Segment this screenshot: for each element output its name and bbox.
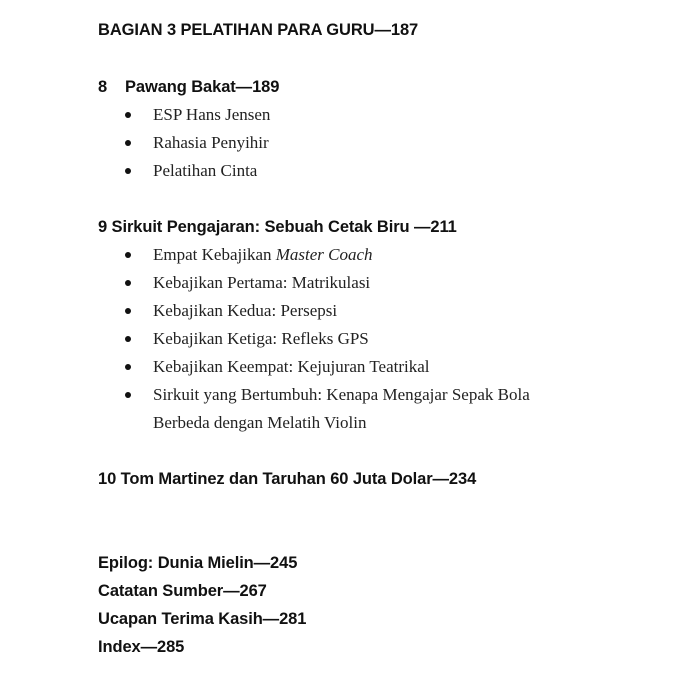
epilog-entry: Epilog: Dunia Mielin—245	[98, 554, 298, 572]
bullet-icon	[125, 168, 131, 174]
bullet-icon	[125, 280, 131, 286]
acknowledgements-entry: Ucapan Terima Kasih—281	[98, 610, 307, 628]
chapter-title: Pawang Bakat—189	[125, 78, 280, 96]
chapter-8-heading	[98, 76, 279, 98]
sources-entry: Catatan Sumber—267	[98, 582, 267, 600]
list-item-continuation: Berbeda dengan Melatih Violin	[153, 413, 367, 432]
list-item: Kebajikan Kedua: Persepsi	[125, 300, 337, 322]
chapter-10-heading: 10 Tom Martinez dan Taruhan 60 Juta Dolar—234	[98, 470, 477, 488]
bullet-icon	[125, 308, 131, 314]
list-item: Sirkuit yang Bertumbuh: Kenapa Mengajar Sepak Bola	[125, 384, 530, 406]
part-heading: BAGIAN 3 PELATIHAN PARA GURU—187	[98, 21, 419, 39]
chapter-number: 8	[98, 78, 108, 96]
list-item: Kebajikan Ketiga: Refleks GPS	[125, 328, 369, 350]
list-item: Kebajikan Keempat: Kejujuran Teatrikal	[125, 356, 430, 378]
bullet-icon	[125, 140, 131, 146]
list-item: ESP Hans Jensen	[125, 104, 270, 126]
bullet-icon	[125, 112, 131, 118]
chapter-9-heading: 9 Sirkuit Pengajaran: Sebuah Cetak Biru —211	[98, 218, 457, 236]
bullet-icon	[125, 252, 131, 258]
list-item: Empat Kebajikan Master Coach	[125, 244, 373, 266]
bullet-icon	[125, 392, 131, 398]
index-entry: Index—285	[98, 638, 185, 656]
bullet-icon	[125, 364, 131, 370]
list-item: Pelatihan Cinta	[125, 160, 257, 182]
list-item: Rahasia Penyihir	[125, 132, 269, 154]
bullet-icon	[125, 336, 131, 342]
list-item: Kebajikan Pertama: Matrikulasi	[125, 272, 370, 294]
